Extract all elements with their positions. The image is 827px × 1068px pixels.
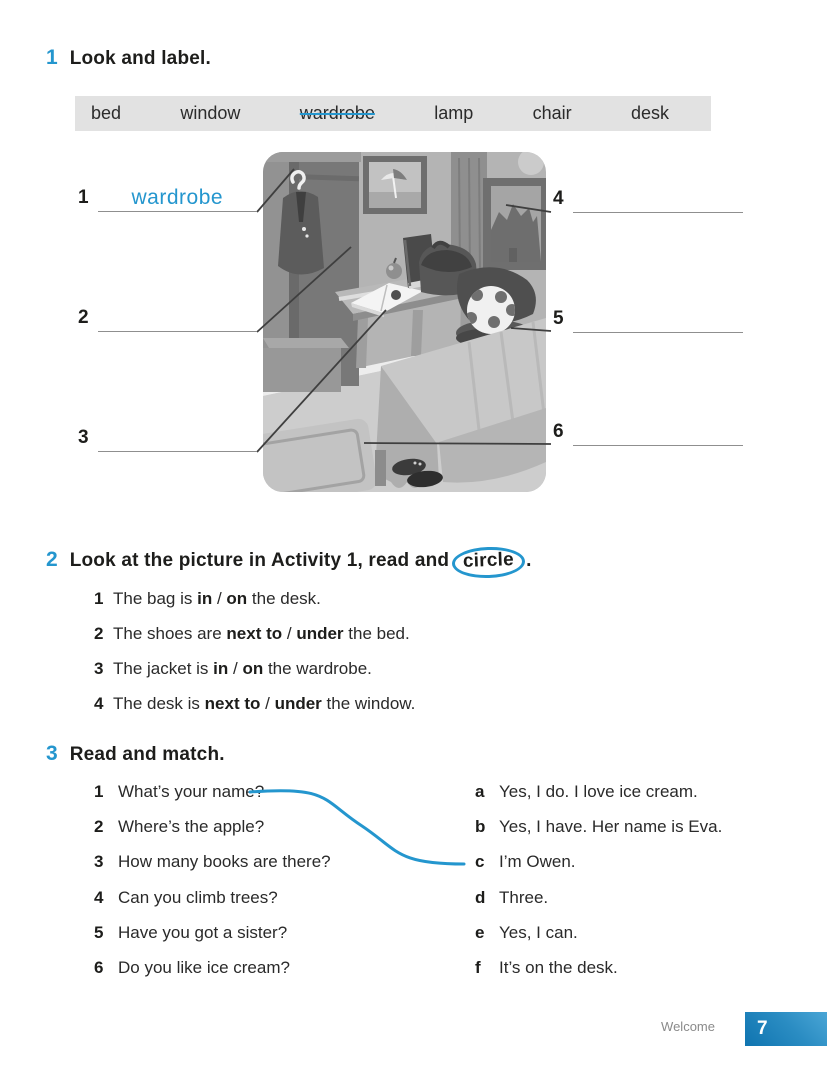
answer-f[interactable]: f It’s on the desk. (475, 958, 618, 977)
option-word[interactable]: under (274, 694, 322, 713)
pencil-sharpener (391, 290, 401, 300)
question-6[interactable]: 6 Do you like ice cream? (94, 958, 290, 977)
label-number: 4 (553, 188, 564, 209)
answer-b[interactable]: b Yes, I have. Her name is Eva. (475, 817, 723, 836)
answer-a[interactable]: a Yes, I do. I love ice cream. (475, 782, 698, 801)
label-slot-5 (553, 299, 743, 333)
answer-blank-3[interactable] (98, 418, 257, 452)
question-4[interactable]: 4 Can you climb trees? (94, 888, 278, 907)
activity2-item-2: 2 The shoes are next to / under the bed. (94, 624, 410, 643)
activity1-number: 1 (46, 46, 58, 69)
label-slot-4 (553, 179, 743, 213)
jacket (278, 191, 324, 274)
activity3-header (46, 742, 225, 766)
label-slot-6 (553, 412, 743, 446)
question-3[interactable]: 3 How many books are there? (94, 852, 331, 871)
word-bank-item[interactable]: lamp (434, 103, 474, 123)
activity2-number: 2 (46, 548, 58, 571)
word-bank-item[interactable]: bed (91, 103, 122, 123)
label-number: 2 (78, 307, 89, 328)
label-slot-3 (78, 418, 257, 452)
activity1-header (46, 46, 211, 70)
activity3-title: Read and match. (69, 744, 225, 765)
option-word[interactable]: next to (204, 694, 261, 713)
handwritten-answer: wardrobe (131, 186, 224, 209)
activity3-number: 3 (46, 742, 58, 765)
activity1-title: Look and label. (69, 48, 211, 69)
label-number: 1 (78, 187, 89, 208)
answer-blank-5[interactable] (573, 299, 743, 333)
window (483, 178, 546, 270)
footer-section-label: Welcome (661, 1019, 715, 1034)
option-word[interactable]: under (296, 624, 344, 643)
activity2-item-1: 1 The bag is in / on the desk. (94, 589, 321, 608)
answer-e[interactable]: e Yes, I can. (475, 923, 578, 942)
option-word[interactable]: in (213, 659, 229, 678)
option-word[interactable]: on (226, 589, 248, 608)
label-slot-2 (78, 298, 257, 332)
answer-blank-4[interactable] (573, 179, 743, 213)
circled-word: circle (452, 546, 526, 580)
activity2-title: Look at the picture in Activity 1, read and circle . (70, 550, 532, 575)
page-number-badge: 7 (745, 1012, 827, 1046)
question-5[interactable]: 5 Have you got a sister? (94, 923, 288, 942)
label-number: 6 (553, 421, 564, 442)
question-2[interactable]: 2 Where’s the apple? (94, 817, 265, 836)
answer-d[interactable]: d Three. (475, 888, 549, 907)
answer-blank-2[interactable] (98, 298, 257, 332)
activity1-figure (0, 152, 827, 500)
word-bank (75, 96, 711, 131)
question-1[interactable]: 1 What’s your name? (94, 782, 265, 801)
answer-blank-1[interactable] (98, 178, 257, 212)
bedroom-picture (263, 152, 546, 492)
option-word[interactable]: in (197, 589, 213, 608)
activity2-header (46, 548, 532, 575)
word-bank-item[interactable]: chair (532, 103, 572, 123)
option-word[interactable]: on (242, 659, 264, 678)
activity2-item-3: 3 The jacket is in / on the wardrobe. (94, 659, 372, 678)
word-bank-item[interactable]: window (180, 103, 241, 123)
word-bank-item-struck[interactable]: wardrobe (299, 103, 375, 123)
framed-picture (363, 156, 427, 214)
label-number: 5 (553, 308, 564, 329)
word-bank-item[interactable]: desk (630, 103, 669, 123)
option-word[interactable]: next to (226, 624, 283, 643)
label-number: 3 (78, 427, 89, 448)
activity2-item-4: 4 The desk is next to / under the window. (94, 694, 416, 713)
label-slot-1 (78, 178, 257, 212)
answer-c[interactable]: c I’m Owen. (475, 852, 576, 871)
answer-blank-6[interactable] (573, 412, 743, 446)
